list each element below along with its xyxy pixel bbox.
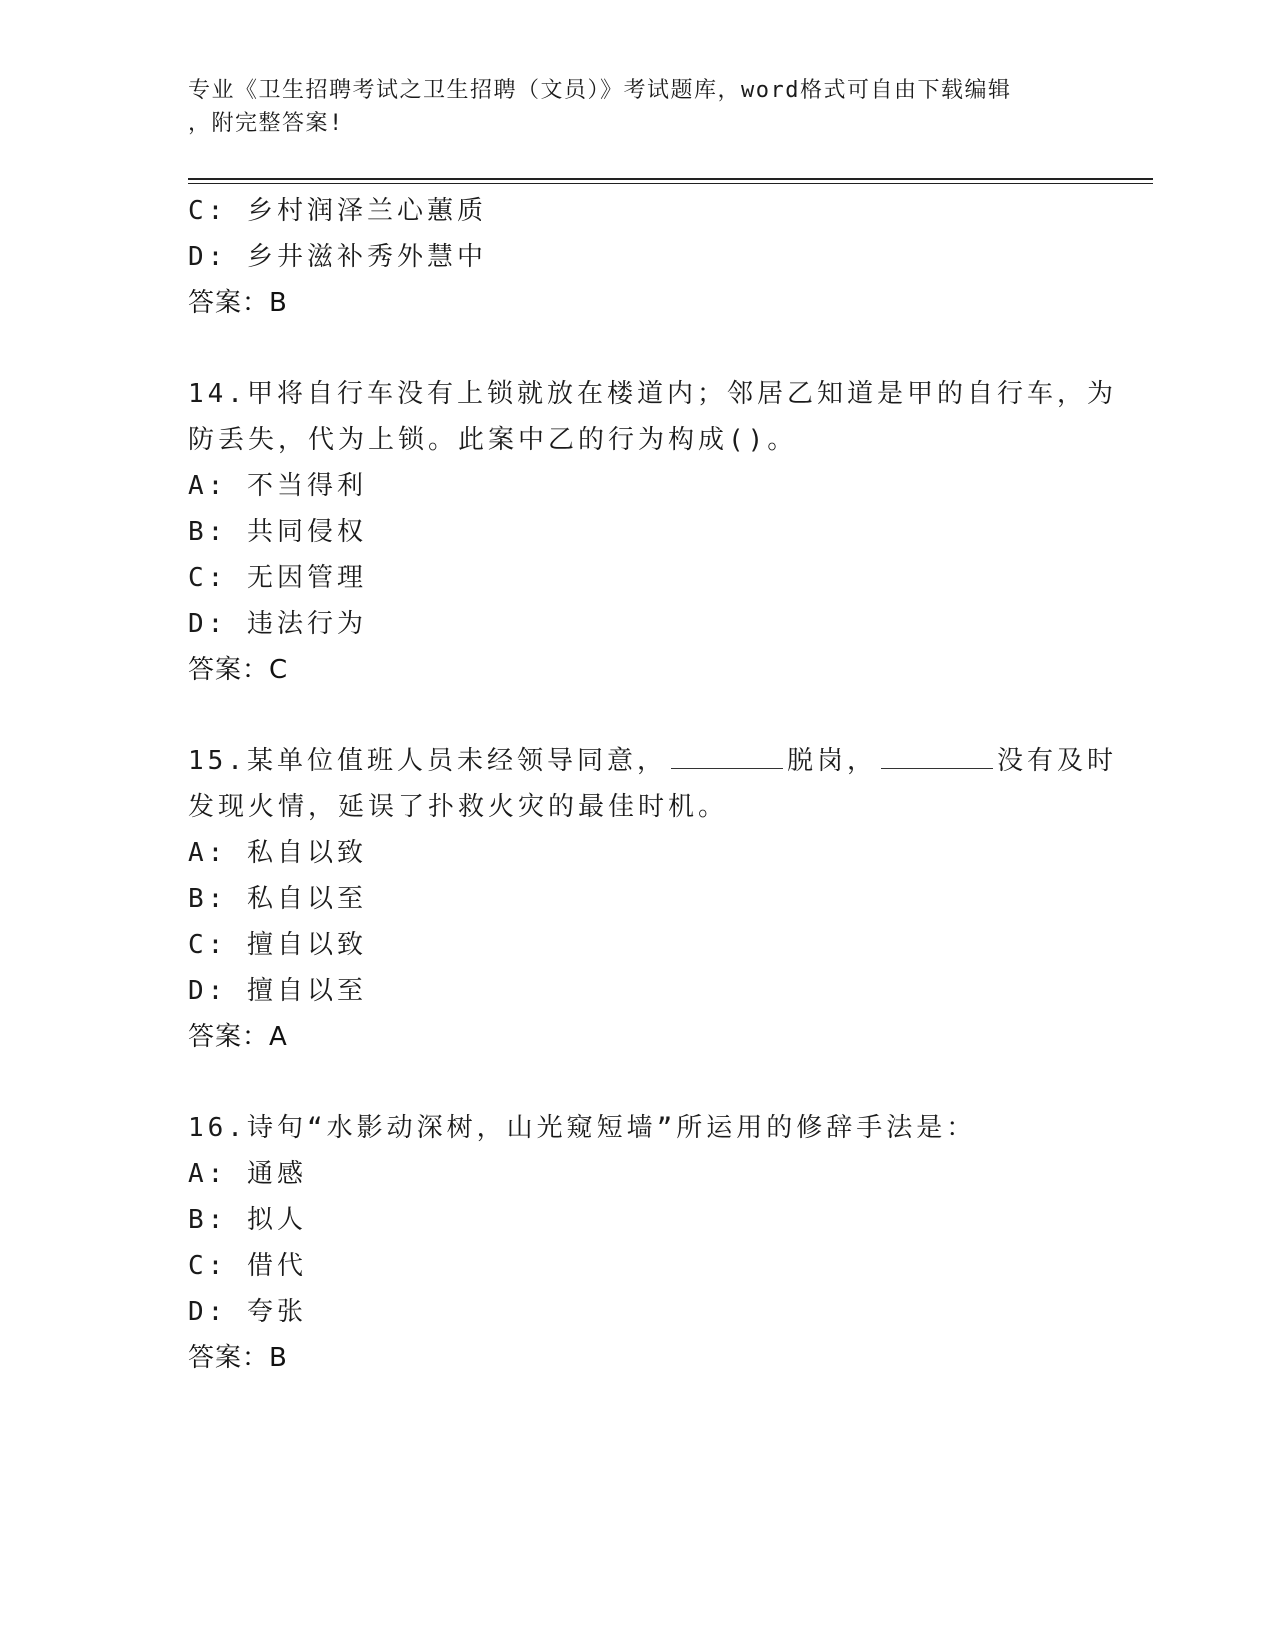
option-b: B: 拟人	[188, 1205, 307, 1235]
question-15	[188, 738, 1117, 1060]
question-14	[188, 371, 1117, 693]
answer-label: 答案：B	[188, 1343, 288, 1373]
header-line-1: 专业《卫生招聘考试之卫生招聘（文员）》考试题库，word格式可自由下载编辑	[188, 78, 1012, 103]
question-text: 没有及时	[996, 746, 1117, 776]
option-a: A: 不当得利	[188, 471, 367, 501]
header-line-2: ，附完整答案!	[188, 111, 344, 136]
answer-label: 答案：C	[188, 655, 289, 685]
option-d: D: 违法行为	[188, 609, 367, 639]
spacer	[188, 326, 1088, 371]
question-text: 脱岗，	[786, 746, 877, 776]
option-d: D: 乡井滋补秀外慧中	[188, 242, 487, 272]
option-c: C: 借代	[188, 1251, 307, 1281]
option-b: B: 私自以至	[188, 884, 367, 914]
header-divider-thin	[188, 183, 1153, 184]
header-divider	[188, 178, 1153, 180]
option-c: C: 无因管理	[188, 563, 367, 593]
option-d: D: 夸张	[188, 1297, 307, 1327]
answer-label: 答案：B	[188, 288, 288, 318]
question-text-line	[188, 738, 1117, 784]
option-a: A: 通感	[188, 1159, 307, 1189]
spacer	[188, 1060, 1088, 1105]
question-text: 15.某单位值班人员未经领导同意，	[188, 746, 667, 776]
question-list	[188, 188, 1117, 1381]
question-text-line: 16.诗句“水影动深树，山光窥短墙”所运用的修辞手法是：	[188, 1113, 977, 1143]
fill-blank	[881, 742, 993, 769]
option-d: D: 擅自以至	[188, 976, 367, 1006]
option-a: A: 私自以致	[188, 838, 367, 868]
fill-blank	[671, 742, 783, 769]
question-16	[188, 1105, 1088, 1381]
option-c: C: 擅自以致	[188, 930, 367, 960]
question-13	[188, 188, 1088, 326]
question-text-line: 发现火情，延误了扑救火灾的最佳时机。	[188, 792, 729, 822]
question-text-line: 14.甲将自行车没有上锁就放在楼道内；邻居乙知道是甲的自行车，为	[188, 379, 1117, 409]
answer-label: 答案：A	[188, 1022, 288, 1052]
option-c: C: 乡村润泽兰心蕙质	[188, 196, 487, 226]
option-b: B: 共同侵权	[188, 517, 367, 547]
spacer	[188, 693, 1088, 738]
document-header	[188, 74, 1088, 140]
question-text-line: 防丢失，代为上锁。此案中乙的行为构成()。	[188, 425, 798, 455]
